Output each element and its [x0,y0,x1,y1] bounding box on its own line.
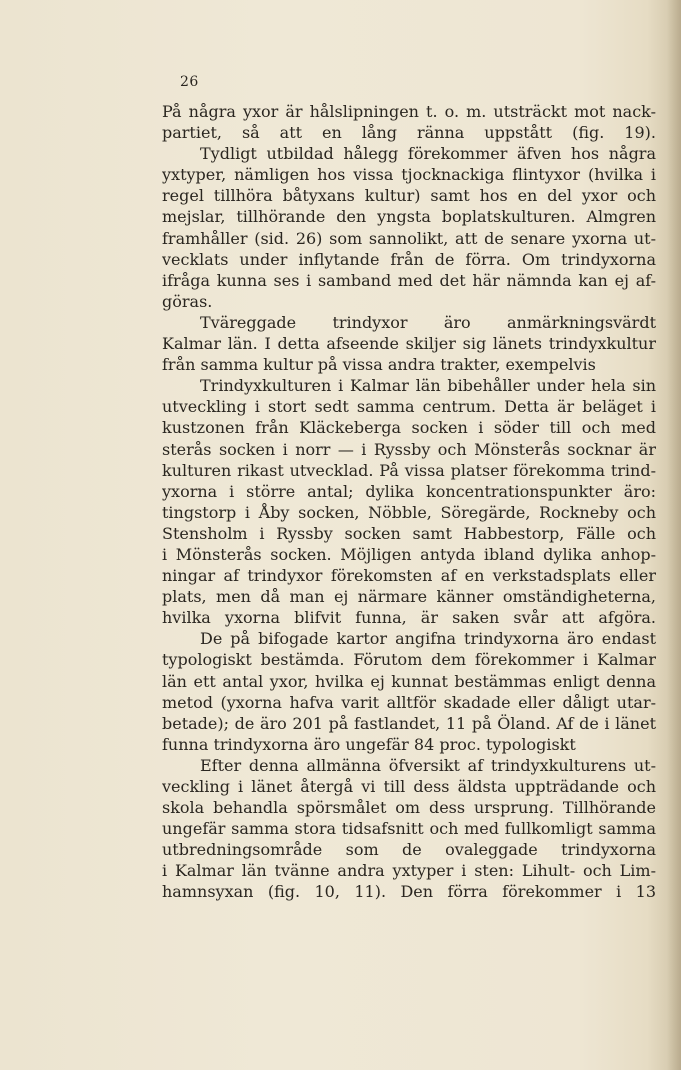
text-line: skola behandla spörsmålet om dess ursprung. Tillhörande [162,798,656,818]
text-line: i Mönsterås socken. Möjligen antyda ibland dylika anhop- [162,544,656,564]
page-number: 26 [180,74,199,90]
text-line: plats, men då man ej närmare känner omständigheterna, [162,587,656,607]
text-line: hamnsyxan (fig. 10, 11). Den förra förekommer i 13 [162,882,656,902]
text-line: hvilka yxorna blifvit funna, är saken svår att afgöra. [162,608,656,628]
text-line: utbredningsområde som de ovaleggade trindyxorna [162,840,656,860]
text-line: Efter denna allmänna öfversikt af trindyxkulturens ut- [200,755,656,775]
text-line: län ett antal yxor, hvilka ej kunnat bestämmas enligt denna [162,671,656,691]
text-line: från samma kultur på vissa andra trakter, exempelvis [162,355,596,375]
text-line: ifråga kunna ses i samband med det här nämnda kan ej af- [162,270,656,290]
text-line: De på bifogade kartor angifna trindyxorna äro endast [200,629,656,649]
text-line: partiet, så att en lång ränna uppstått (fig. 19). [162,123,656,143]
text-line: sterås socken i norr — i Ryssby och Mönsterås socknar är [162,439,656,459]
text-line: ungefär samma stora tidsafsnitt och med fullkomligt samma [162,819,656,839]
text-line: På några yxor är hålslipningen t. o. m. utsträckt mot nack- [162,102,656,121]
text-line: yxtyper, nämligen hos vissa tjocknackiga flintyxor (hvilka i [162,165,656,185]
body-text [162,101,656,903]
text-line: vecklats under inflytande från de förra. Om trindyxorna [162,249,656,269]
text-line: ningar af trindyxor förekomsten af en verkstadsplats eller [162,566,656,586]
text-line: metod (yxorna hafva varit alltför skadade eller dåligt utar- [162,692,656,712]
text-line: Stensholm i Ryssby socken samt Habbestorp, Fälle och [162,523,656,543]
text-line: funna trindyxorna äro ungefär 84 proc. typologiskt [162,734,576,754]
text-line: regel tillhöra båtyxans kultur) samt hos en del yxor och [162,186,656,206]
text-line: Tväreggade trindyxor äro anmärkningsvärdt [200,312,656,332]
text-line: mejslar, tillhörande den yngsta boplatskulturen. Almgren [162,207,656,227]
text-line: Trindyxkulturen i Kalmar län bibehåller under hela sin [200,376,656,396]
text-line: utveckling i stort sedt samma centrum. Detta är beläget i [162,397,656,417]
text-line: kustzonen från Kläckeberga socken i söder till och med [162,418,656,438]
text-line: Kalmar län. I detta afseende skiljer sig länets trindyxkultur [162,334,656,354]
text-line: kulturen rikast utvecklad. På vissa platser förekomma trind- [162,460,656,480]
page-edge-shadow [667,0,681,1070]
text-line: tingstorp i Åby socken, Nöbble, Söregärde, Rockneby och [162,502,656,522]
text-line: betade); de äro 201 på fastlandet, 11 på Öland. Af de i länet [162,713,656,733]
text-line: veckling i länet återgå vi till dess äldsta uppträdande och [162,777,656,796]
text-line: göras. [162,291,213,311]
text-line: framhåller (sid. 26) som sannolikt, att de senare yxorna ut- [162,228,656,248]
text-line: typologiskt bestämda. Förutom dem förekommer i Kalmar [162,650,656,670]
text-line: yxorna i större antal; dylika koncentrationspunkter äro: [162,481,656,501]
text-line: Tydligt utbildad hålegg förekommer äfven hos några [200,144,656,164]
text-line: i Kalmar län tvänne andra yxtyper i sten: Lihult- och Lim- [162,861,656,881]
